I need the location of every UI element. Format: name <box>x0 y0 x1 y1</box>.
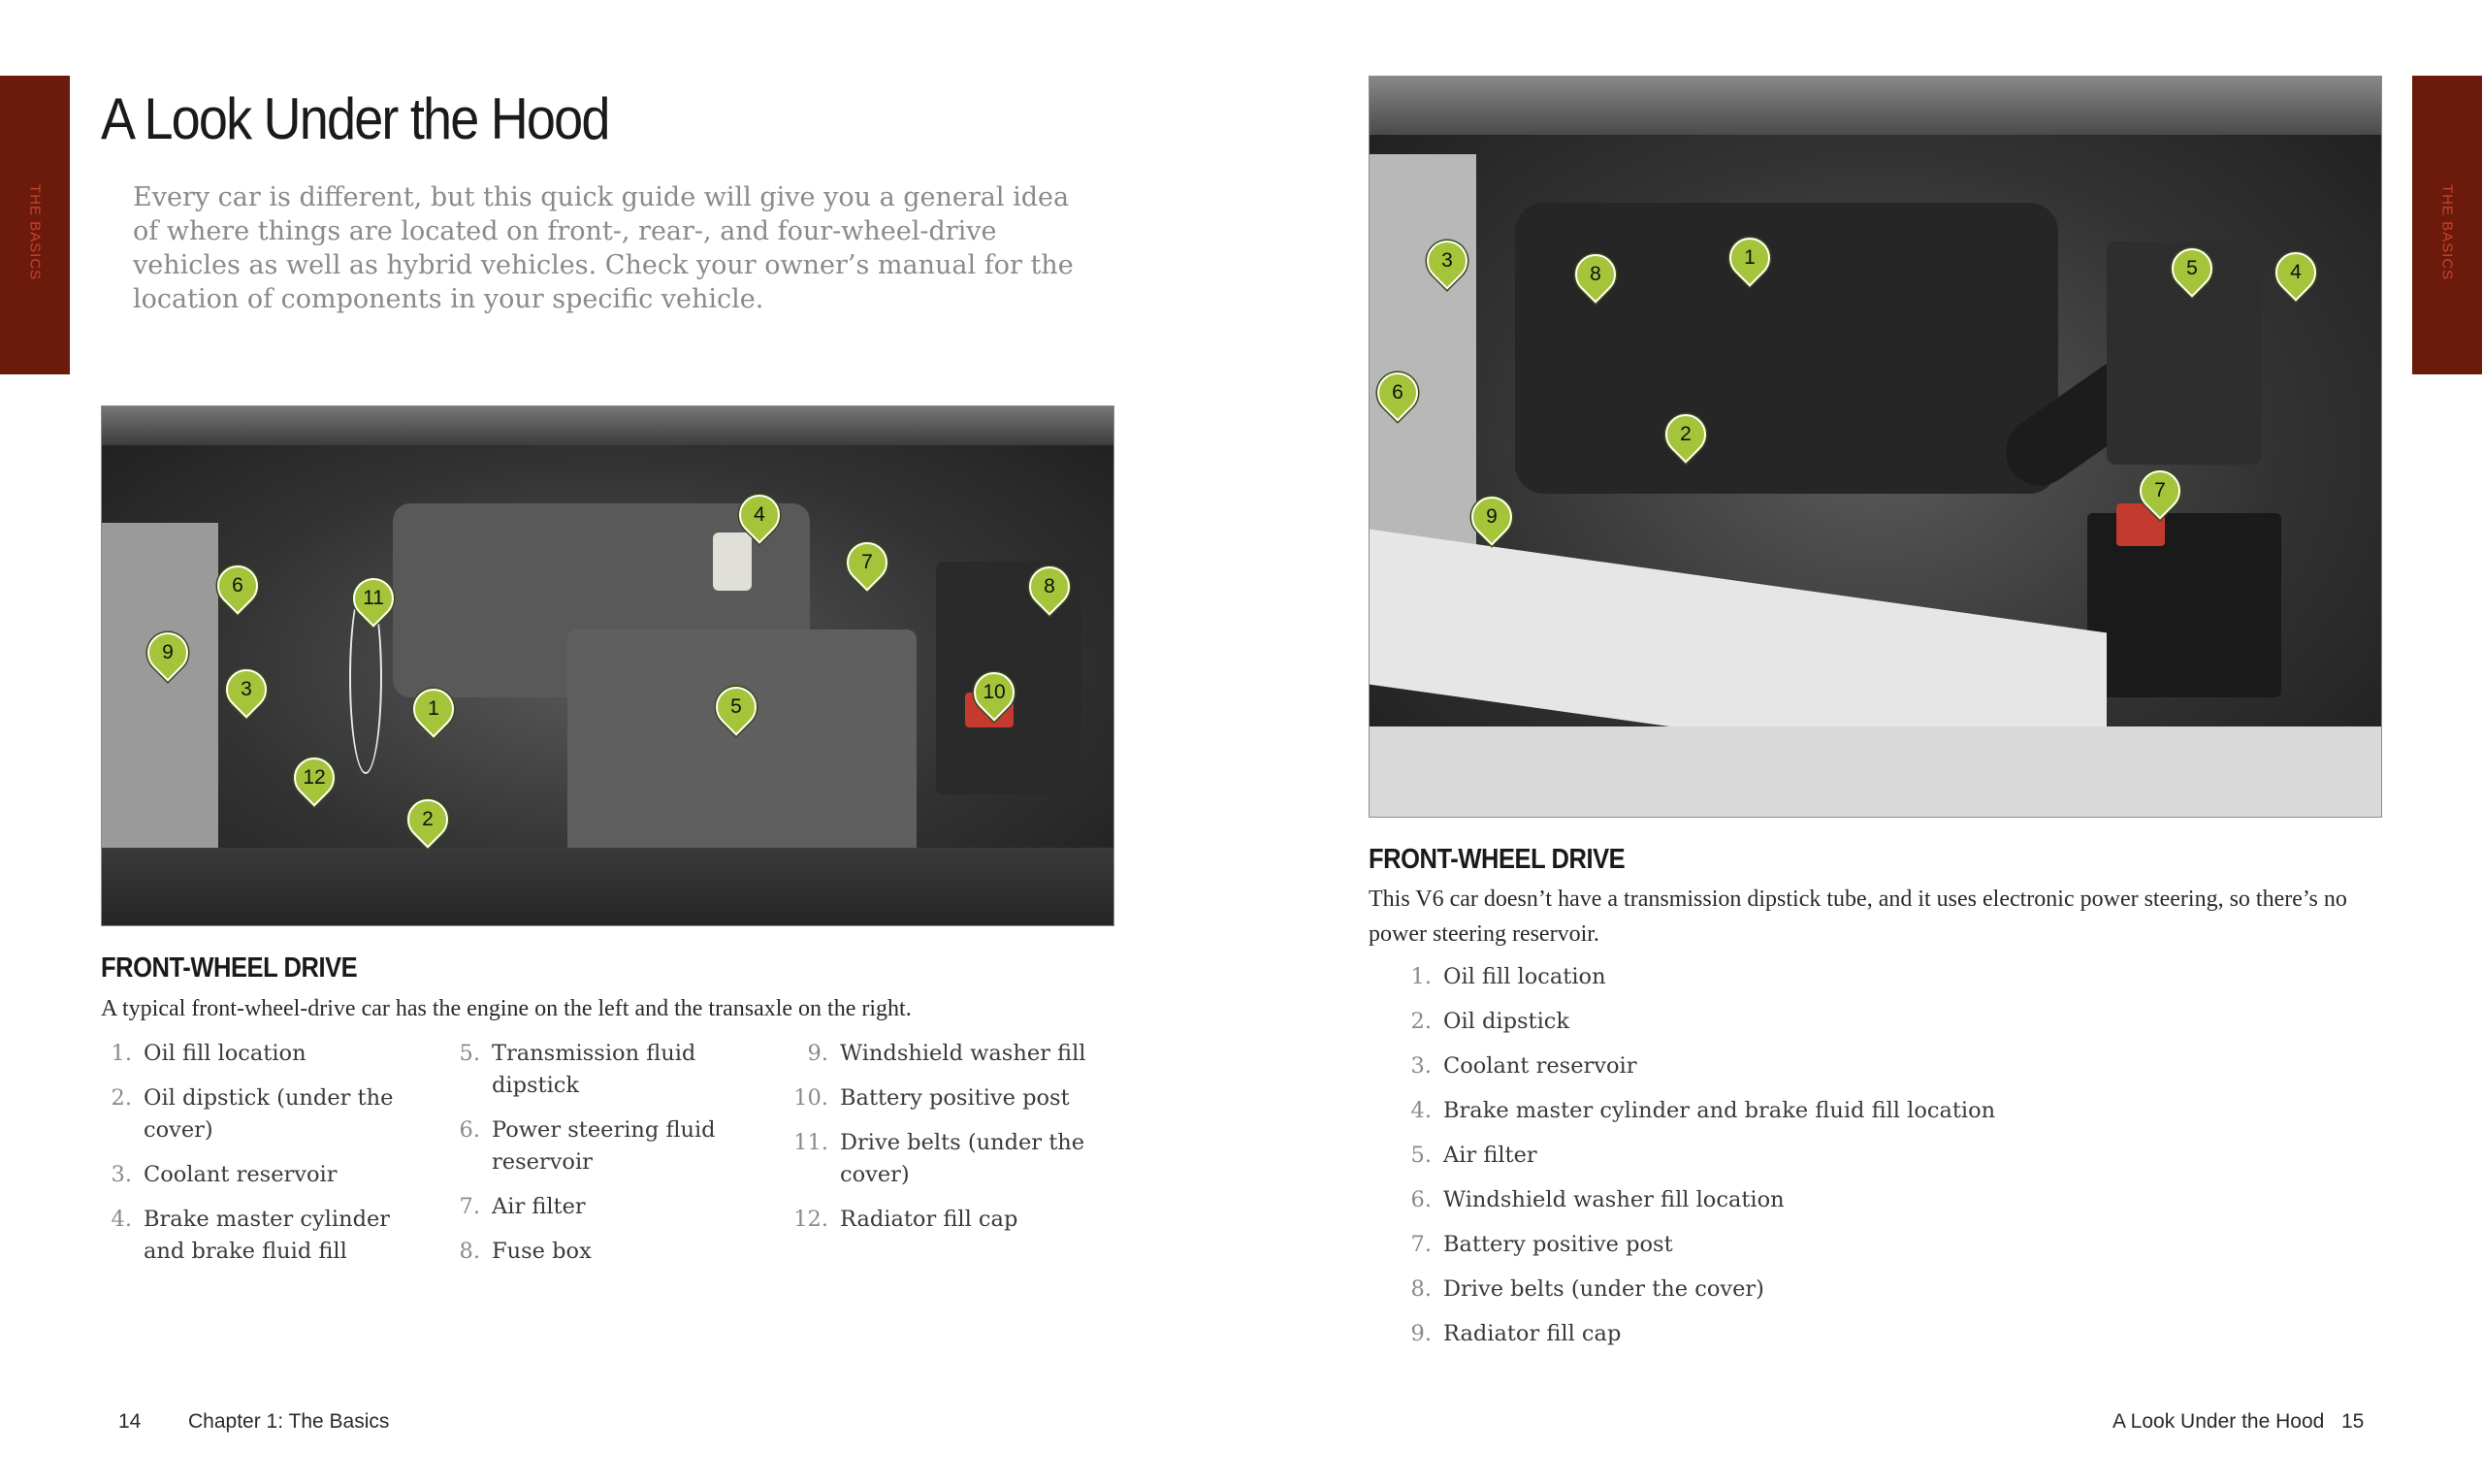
side-tab-right <box>2412 76 2482 374</box>
engine-photo-left <box>101 405 1114 926</box>
list-item: 4. Brake master cylinder and brake fluid fill location <box>1410 1098 1996 1123</box>
list-item: 1. Oil fill location <box>1410 964 1606 989</box>
hood-edge <box>102 406 1113 445</box>
callout-marker: 6 <box>209 557 266 614</box>
running-head-right: A Look Under the Hood <box>2112 1410 2325 1433</box>
callout-marker: 9 <box>1463 488 1520 545</box>
running-head-left: Chapter 1: The Basics <box>188 1410 390 1433</box>
radiator-support <box>102 848 1113 925</box>
bumper <box>1370 726 2381 817</box>
hood-edge <box>1370 77 2381 135</box>
list-item: 5. Transmission fluid dipstick <box>459 1041 696 1098</box>
callout-marker: 4 <box>2267 243 2324 301</box>
callout-marker: 3 <box>1418 232 1475 289</box>
list-item: 6. Power steering fluid reservoir <box>459 1117 716 1175</box>
callout-marker: 12 <box>285 749 342 806</box>
list-item: 7. Air filter <box>459 1194 586 1219</box>
callout-marker: 2 <box>399 790 456 848</box>
callout-marker: 7 <box>838 533 895 591</box>
engine-photo-right <box>1369 76 2382 818</box>
section-heading-right: FRONT-WHEEL DRIVE <box>1369 844 1626 875</box>
engine-cover <box>1515 203 2058 494</box>
callout-marker: 1 <box>1721 229 1778 286</box>
reservoir <box>713 532 752 591</box>
list-item: 2. Oil dipstick (under the cover) <box>111 1085 394 1143</box>
list-item: 10. Battery positive post <box>793 1085 1070 1111</box>
side-tab-left <box>0 76 70 374</box>
callout-marker: 10 <box>965 663 1022 721</box>
parts-list-left-col2 <box>430 1038 759 1280</box>
callout-marker: 11 <box>344 569 402 627</box>
side-tab-label: THE BASICS <box>26 184 44 281</box>
list-item: 5. Air filter <box>1410 1143 1537 1168</box>
air-box <box>567 629 917 862</box>
callout-marker: 8 <box>1566 245 1624 303</box>
page-number-right: 15 <box>2341 1410 2365 1433</box>
callout-marker: 2 <box>1657 405 1714 463</box>
list-item: 8. Drive belts (under the cover) <box>1410 1276 1764 1302</box>
callout-marker: 8 <box>1020 558 1078 615</box>
list-item: 6. Windshield washer fill location <box>1410 1187 1785 1212</box>
callout-marker: 3 <box>217 661 274 718</box>
callout-marker: 9 <box>139 624 196 681</box>
list-item: 7. Battery positive post <box>1410 1232 1673 1257</box>
list-item: 9. Windshield washer fill <box>807 1041 1086 1066</box>
section-description-left: A typical front-wheel-drive car has the engine on the left and the transaxle on the right. <box>101 996 912 1021</box>
callout-marker: 5 <box>707 678 764 735</box>
callout-marker: 4 <box>730 486 788 543</box>
callout-marker: 1 <box>404 680 462 737</box>
parts-list-left-col3 <box>778 1038 1137 1248</box>
section-description-right: This V6 car doesn’t have a transmission dipstick tube, and it uses electronic power steering, so there’s no power steering reservoir. <box>1369 887 2347 947</box>
callout-marker: 5 <box>2163 240 2220 297</box>
list-item: 11. Drive belts (under the cover) <box>793 1130 1085 1187</box>
list-item: 3. Coolant reservoir <box>111 1162 338 1187</box>
list-item: 3. Coolant reservoir <box>1410 1053 1637 1079</box>
parts-list-left-col1 <box>81 1038 421 1280</box>
list-item: 12. Radiator fill cap <box>793 1207 1018 1232</box>
page-title: A Look Under the Hood <box>101 86 609 151</box>
list-item: 4. Brake master cylinder and brake fluid fill <box>111 1207 391 1264</box>
intro-paragraph: Every car is different, but this quick guide will give you a general idea of where things are located on front-, rear-, and four-wheel-drive vehicles as well as hybrid vehicles. Check your owner’s manual for the location of components in your specific vehicle. <box>133 182 1074 314</box>
list-item: 1. Oil fill location <box>111 1041 306 1066</box>
parts-list-right <box>1381 961 2390 1363</box>
callout-marker: 7 <box>2131 462 2188 519</box>
side-tab-label: THE BASICS <box>2438 184 2456 281</box>
list-item: 8. Fuse box <box>459 1239 592 1264</box>
list-item: 9. Radiator fill cap <box>1410 1321 1622 1346</box>
list-item: 2. Oil dipstick <box>1410 1009 1570 1034</box>
page-number-left: 14 <box>118 1410 142 1433</box>
section-heading-left: FRONT-WHEEL DRIVE <box>101 952 358 984</box>
callout-marker: 6 <box>1369 364 1426 421</box>
